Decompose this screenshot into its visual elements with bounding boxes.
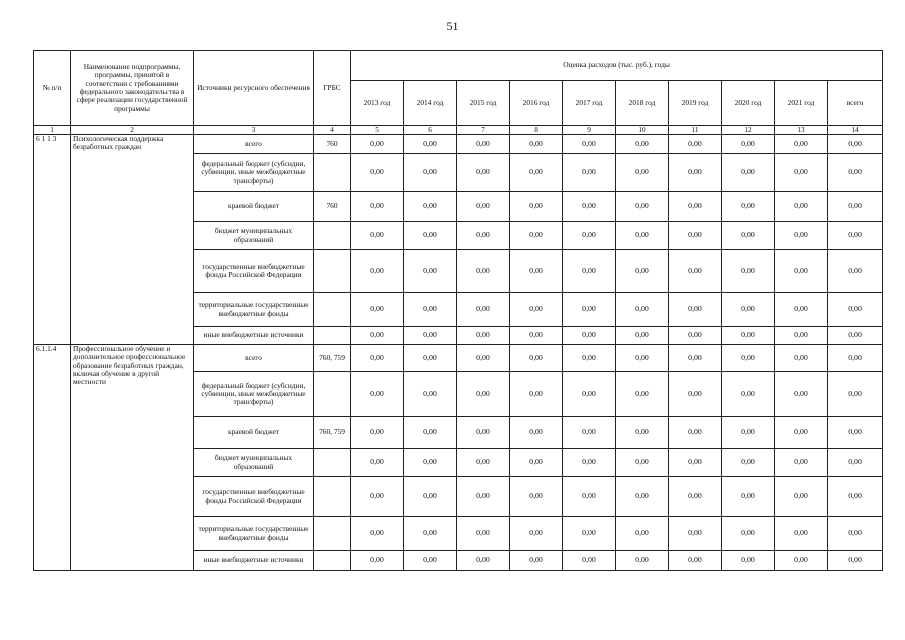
table-row [34, 135, 883, 154]
value-cell: 0,00 [457, 477, 510, 517]
value-cell: 0,00 [457, 192, 510, 222]
column-number: 3 [194, 126, 314, 135]
source-cell: всего [194, 345, 314, 372]
grbs-cell [314, 551, 351, 571]
value-cell: 0,00 [457, 154, 510, 192]
value-cell: 0,00 [828, 345, 883, 372]
value-cell: 0,00 [510, 551, 563, 571]
value-cell: 0,00 [828, 192, 883, 222]
grbs-cell [314, 293, 351, 327]
value-cell: 0,00 [563, 222, 616, 250]
header-year: 2018 год [616, 81, 669, 126]
value-cell: 0,00 [828, 517, 883, 551]
value-cell: 0,00 [563, 517, 616, 551]
value-cell: 0,00 [722, 135, 775, 154]
grbs-cell [314, 517, 351, 551]
value-cell: 0,00 [669, 517, 722, 551]
value-cell: 0,00 [351, 250, 404, 293]
source-cell: федеральный бюджет (субсидии, субвенции, иные межбюджетные трансферты) [194, 372, 314, 417]
value-cell: 0,00 [351, 477, 404, 517]
grbs-cell [314, 327, 351, 345]
value-cell: 0,00 [457, 327, 510, 345]
value-cell: 0,00 [510, 327, 563, 345]
header-year: 2017 год [563, 81, 616, 126]
value-cell: 0,00 [457, 345, 510, 372]
value-cell: 0,00 [404, 551, 457, 571]
header-name: Наименование подпрограммы, программы, принятой в соответствии с требованиями федерального законодательства в сфере реализации государственной программы [71, 51, 194, 126]
column-number: 6 [404, 126, 457, 135]
value-cell: 0,00 [404, 192, 457, 222]
column-number: 1 [34, 126, 71, 135]
grbs-cell: 760, 759 [314, 345, 351, 372]
value-cell: 0,00 [404, 477, 457, 517]
value-cell: 0,00 [457, 293, 510, 327]
value-cell: 0,00 [563, 417, 616, 449]
column-number: 13 [775, 126, 828, 135]
value-cell: 0,00 [775, 135, 828, 154]
table-row [34, 345, 883, 372]
grbs-cell [314, 449, 351, 477]
value-cell: 0,00 [669, 154, 722, 192]
value-cell: 0,00 [616, 222, 669, 250]
value-cell: 0,00 [669, 135, 722, 154]
header-row [34, 51, 883, 81]
section-name: Профессиональное обучение и дополнительное профессиональное образование безработных граждан, включая обучение в другой местности [71, 345, 194, 571]
header-no: № п/п [34, 51, 71, 126]
column-number: 8 [510, 126, 563, 135]
column-number: 5 [351, 126, 404, 135]
value-cell: 0,00 [457, 135, 510, 154]
value-cell: 0,00 [404, 135, 457, 154]
column-number: 12 [722, 126, 775, 135]
value-cell: 0,00 [722, 293, 775, 327]
source-cell: федеральный бюджет (субсидии, субвенции, иные межбюджетные трансферты) [194, 154, 314, 192]
value-cell: 0,00 [510, 372, 563, 417]
grbs-cell [314, 250, 351, 293]
value-cell: 0,00 [510, 517, 563, 551]
value-cell: 0,00 [616, 372, 669, 417]
value-cell: 0,00 [563, 372, 616, 417]
value-cell: 0,00 [563, 327, 616, 345]
header-year: 2020 год [722, 81, 775, 126]
value-cell: 0,00 [563, 551, 616, 571]
value-cell: 0,00 [510, 417, 563, 449]
value-cell: 0,00 [457, 250, 510, 293]
value-cell: 0,00 [775, 154, 828, 192]
source-cell: территориальные государственные внебюджетные фонды [194, 517, 314, 551]
value-cell: 0,00 [404, 345, 457, 372]
value-cell: 0,00 [828, 477, 883, 517]
value-cell: 0,00 [775, 551, 828, 571]
value-cell: 0,00 [669, 345, 722, 372]
grbs-cell [314, 372, 351, 417]
value-cell: 0,00 [510, 135, 563, 154]
value-cell: 0,00 [722, 250, 775, 293]
value-cell: 0,00 [828, 250, 883, 293]
value-cell: 0,00 [563, 293, 616, 327]
grbs-cell: 760 [314, 135, 351, 154]
value-cell: 0,00 [722, 449, 775, 477]
value-cell: 0,00 [404, 154, 457, 192]
header-source: Источники ресурсного обеспечения [194, 51, 314, 126]
header-grbs: ГРБС [314, 51, 351, 126]
source-cell: иные внебюджетные источники [194, 551, 314, 571]
header-year: 2015 год [457, 81, 510, 126]
value-cell: 0,00 [563, 250, 616, 293]
value-cell: 0,00 [828, 449, 883, 477]
value-cell: 0,00 [775, 192, 828, 222]
value-cell: 0,00 [775, 372, 828, 417]
value-cell: 0,00 [351, 154, 404, 192]
value-cell: 0,00 [510, 477, 563, 517]
source-cell: государственные внебюджетные фонды Российской Федерации [194, 250, 314, 293]
value-cell: 0,00 [775, 449, 828, 477]
source-cell: государственные внебюджетные фонды Российской Федерации [194, 477, 314, 517]
value-cell: 0,00 [722, 477, 775, 517]
column-number: 11 [669, 126, 722, 135]
value-cell: 0,00 [563, 449, 616, 477]
value-cell: 0,00 [775, 417, 828, 449]
grbs-cell [314, 154, 351, 192]
value-cell: 0,00 [351, 372, 404, 417]
value-cell: 0,00 [616, 154, 669, 192]
value-cell: 0,00 [510, 222, 563, 250]
value-cell: 0,00 [563, 192, 616, 222]
value-cell: 0,00 [457, 372, 510, 417]
header-year: 2016 год [510, 81, 563, 126]
value-cell: 0,00 [404, 372, 457, 417]
column-number: 4 [314, 126, 351, 135]
column-numbers-row [34, 126, 883, 135]
value-cell: 0,00 [828, 154, 883, 192]
value-cell: 0,00 [457, 551, 510, 571]
value-cell: 0,00 [669, 372, 722, 417]
header-estimate: Оценка расходов (тыс. руб.), годы [351, 51, 883, 81]
value-cell: 0,00 [616, 293, 669, 327]
column-number: 10 [616, 126, 669, 135]
value-cell: 0,00 [669, 477, 722, 517]
value-cell: 0,00 [828, 222, 883, 250]
value-cell: 0,00 [510, 154, 563, 192]
value-cell: 0,00 [510, 345, 563, 372]
column-number: 9 [563, 126, 616, 135]
value-cell: 0,00 [404, 250, 457, 293]
value-cell: 0,00 [669, 192, 722, 222]
value-cell: 0,00 [828, 135, 883, 154]
value-cell: 0,00 [457, 449, 510, 477]
value-cell: 0,00 [775, 477, 828, 517]
value-cell: 0,00 [510, 449, 563, 477]
value-cell: 0,00 [616, 345, 669, 372]
value-cell: 0,00 [351, 192, 404, 222]
budget-table [33, 50, 883, 571]
value-cell: 0,00 [457, 517, 510, 551]
value-cell: 0,00 [616, 250, 669, 293]
value-cell: 0,00 [616, 327, 669, 345]
column-number: 2 [71, 126, 194, 135]
value-cell: 0,00 [828, 417, 883, 449]
value-cell: 0,00 [722, 192, 775, 222]
value-cell: 0,00 [404, 417, 457, 449]
value-cell: 0,00 [722, 417, 775, 449]
value-cell: 0,00 [616, 192, 669, 222]
value-cell: 0,00 [510, 192, 563, 222]
value-cell: 0,00 [775, 345, 828, 372]
source-cell: бюджет муниципальных образований [194, 222, 314, 250]
section-name: Психологическая поддержка безработных граждан [71, 135, 194, 345]
value-cell: 0,00 [669, 449, 722, 477]
value-cell: 0,00 [351, 517, 404, 551]
value-cell: 0,00 [828, 372, 883, 417]
value-cell: 0,00 [669, 293, 722, 327]
header-year: 2019 год [669, 81, 722, 126]
value-cell: 0,00 [722, 222, 775, 250]
value-cell: 0,00 [616, 417, 669, 449]
value-cell: 0,00 [775, 517, 828, 551]
value-cell: 0,00 [563, 135, 616, 154]
value-cell: 0,00 [775, 250, 828, 293]
value-cell: 0,00 [351, 222, 404, 250]
source-cell: всего [194, 135, 314, 154]
value-cell: 0,00 [563, 477, 616, 517]
value-cell: 0,00 [351, 417, 404, 449]
value-cell: 0,00 [404, 293, 457, 327]
value-cell: 0,00 [722, 345, 775, 372]
value-cell: 0,00 [457, 417, 510, 449]
grbs-cell [314, 222, 351, 250]
value-cell: 0,00 [775, 293, 828, 327]
value-cell: 0,00 [351, 327, 404, 345]
source-cell: краевой бюджет [194, 192, 314, 222]
column-number: 14 [828, 126, 883, 135]
value-cell: 0,00 [563, 154, 616, 192]
value-cell: 0,00 [351, 551, 404, 571]
grbs-cell: 760, 759 [314, 417, 351, 449]
value-cell: 0,00 [351, 345, 404, 372]
value-cell: 0,00 [351, 449, 404, 477]
value-cell: 0,00 [722, 154, 775, 192]
value-cell: 0,00 [722, 372, 775, 417]
value-cell: 0,00 [351, 293, 404, 327]
value-cell: 0,00 [669, 222, 722, 250]
value-cell: 0,00 [351, 135, 404, 154]
value-cell: 0,00 [669, 327, 722, 345]
header-year: всего [828, 81, 883, 126]
section-id: 6.1.1.4 [34, 345, 71, 571]
value-cell: 0,00 [616, 477, 669, 517]
header-year: 2014 год [404, 81, 457, 126]
source-cell: краевой бюджет [194, 417, 314, 449]
source-cell: бюджет муниципальных образований [194, 449, 314, 477]
value-cell: 0,00 [828, 293, 883, 327]
value-cell: 0,00 [669, 551, 722, 571]
section-id: 6 1 1 3 [34, 135, 71, 345]
value-cell: 0,00 [775, 222, 828, 250]
value-cell: 0,00 [722, 551, 775, 571]
header-year: 2021 год [775, 81, 828, 126]
grbs-cell: 760 [314, 192, 351, 222]
value-cell: 0,00 [404, 327, 457, 345]
page-number: 51 [446, 19, 459, 33]
value-cell: 0,00 [669, 417, 722, 449]
value-cell: 0,00 [616, 517, 669, 551]
source-cell: территориальные государственные внебюджетные фонды [194, 293, 314, 327]
table-body [34, 135, 883, 571]
value-cell: 0,00 [510, 250, 563, 293]
value-cell: 0,00 [616, 449, 669, 477]
value-cell: 0,00 [828, 551, 883, 571]
value-cell: 0,00 [404, 449, 457, 477]
column-number: 7 [457, 126, 510, 135]
value-cell: 0,00 [616, 135, 669, 154]
value-cell: 0,00 [669, 250, 722, 293]
value-cell: 0,00 [775, 327, 828, 345]
source-cell: иные внебюджетные источники [194, 327, 314, 345]
value-cell: 0,00 [722, 327, 775, 345]
value-cell: 0,00 [722, 517, 775, 551]
value-cell: 0,00 [828, 327, 883, 345]
value-cell: 0,00 [404, 517, 457, 551]
grbs-cell [314, 477, 351, 517]
value-cell: 0,00 [510, 293, 563, 327]
value-cell: 0,00 [563, 345, 616, 372]
value-cell: 0,00 [404, 222, 457, 250]
value-cell: 0,00 [457, 222, 510, 250]
value-cell: 0,00 [616, 551, 669, 571]
header-year: 2013 год [351, 81, 404, 126]
